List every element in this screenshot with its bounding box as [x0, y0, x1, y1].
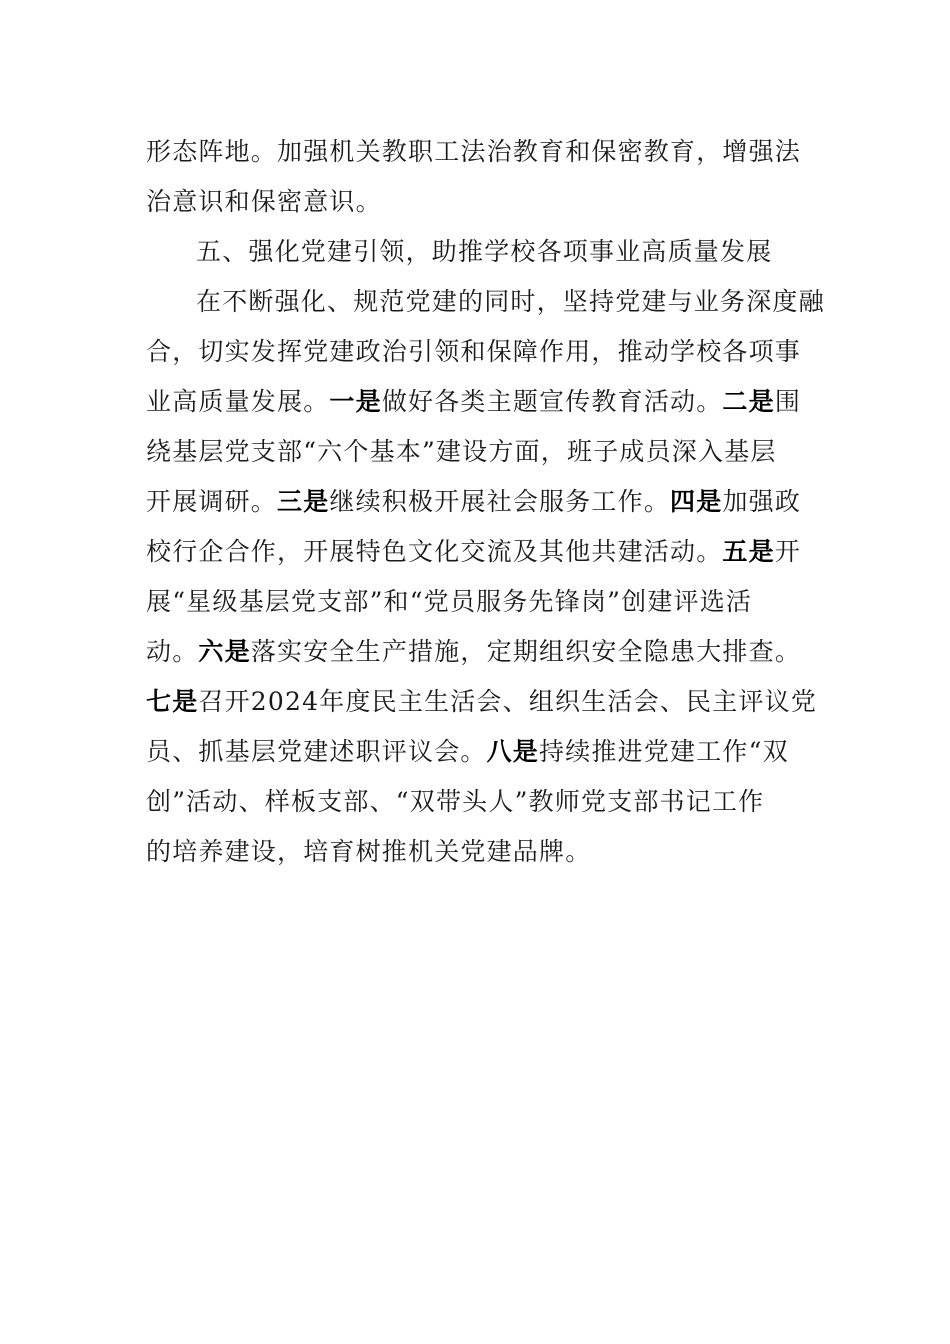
text-segment: 围: [774, 387, 802, 416]
text-segment: 合，切实发挥党建政治引领和保障作用，推动学校各项事: [146, 337, 802, 366]
emphasis-text: 四是: [670, 487, 723, 516]
text-segment: 继续积极开展社会服务工作。: [329, 487, 671, 516]
text-segment: 五、强化党建引领，助推学校各项事业高质量发展: [196, 237, 773, 266]
text-line: [146, 477, 806, 527]
emphasis-text: 二是: [722, 387, 775, 416]
emphasis-text: 三是: [277, 487, 330, 516]
text-line: [146, 527, 806, 577]
text-segment: 落实安全生产措施，定期组织安全隐患大排查。: [250, 637, 802, 666]
text-line: [146, 127, 806, 177]
text-line: [146, 377, 806, 427]
text-segment: 开展调研。: [146, 487, 278, 516]
text-line: [146, 827, 806, 877]
text-segment: 在不断强化、规范党建的同时，坚持党建与业务深度融: [196, 287, 825, 316]
emphasis-text: 七是: [146, 687, 199, 716]
text-segment: 形态阵地。加强机关教职工法治教育和保密教育，增强法: [146, 137, 802, 166]
text-line: [146, 577, 806, 627]
emphasis-text: 六是: [198, 637, 251, 666]
text-line: [146, 777, 806, 827]
text-segment: 动。: [146, 637, 199, 666]
text-segment: 开: [774, 537, 802, 566]
text-line: [146, 277, 825, 327]
text-line: [146, 327, 806, 377]
document-body: [146, 127, 825, 877]
emphasis-text: 八是: [486, 737, 540, 766]
text-segment: 员、抓基层党建述职评议会。: [146, 737, 487, 766]
text-segment: 校行企合作，开展特色文化交流及其他共建活动。: [146, 537, 723, 566]
text-line: [146, 677, 818, 727]
text-segment: 持续推进党建工作“双: [539, 737, 789, 766]
emphasis-text: 一是: [329, 387, 382, 416]
text-segment: 治意识和保密意识。: [146, 187, 382, 216]
text-line: [146, 177, 806, 227]
text-segment: 的培养建设，培育树推机关党建品牌。: [146, 837, 592, 866]
text-segment: 创”活动、样板支部、“双带头人”教师党支部书记工作: [146, 787, 765, 816]
text-line: [146, 627, 806, 677]
text-segment: 召开2024年度民主生活会、组织生活会、民主评议党: [198, 687, 818, 716]
text-segment: 业高质量发展。: [146, 387, 330, 416]
text-line: [146, 427, 806, 477]
text-line: [146, 727, 806, 777]
text-segment: 绕基层党支部“六个基本”建设方面，班子成员深入基层: [146, 437, 777, 466]
text-segment: 做好各类主题宣传教育活动。: [381, 387, 723, 416]
text-segment: 加强政: [722, 487, 802, 516]
emphasis-text: 五是: [722, 537, 775, 566]
text-segment: 展“星级基层党支部”和“党员服务先锋岗”创建评选活: [146, 587, 753, 616]
section-heading: [146, 227, 806, 277]
